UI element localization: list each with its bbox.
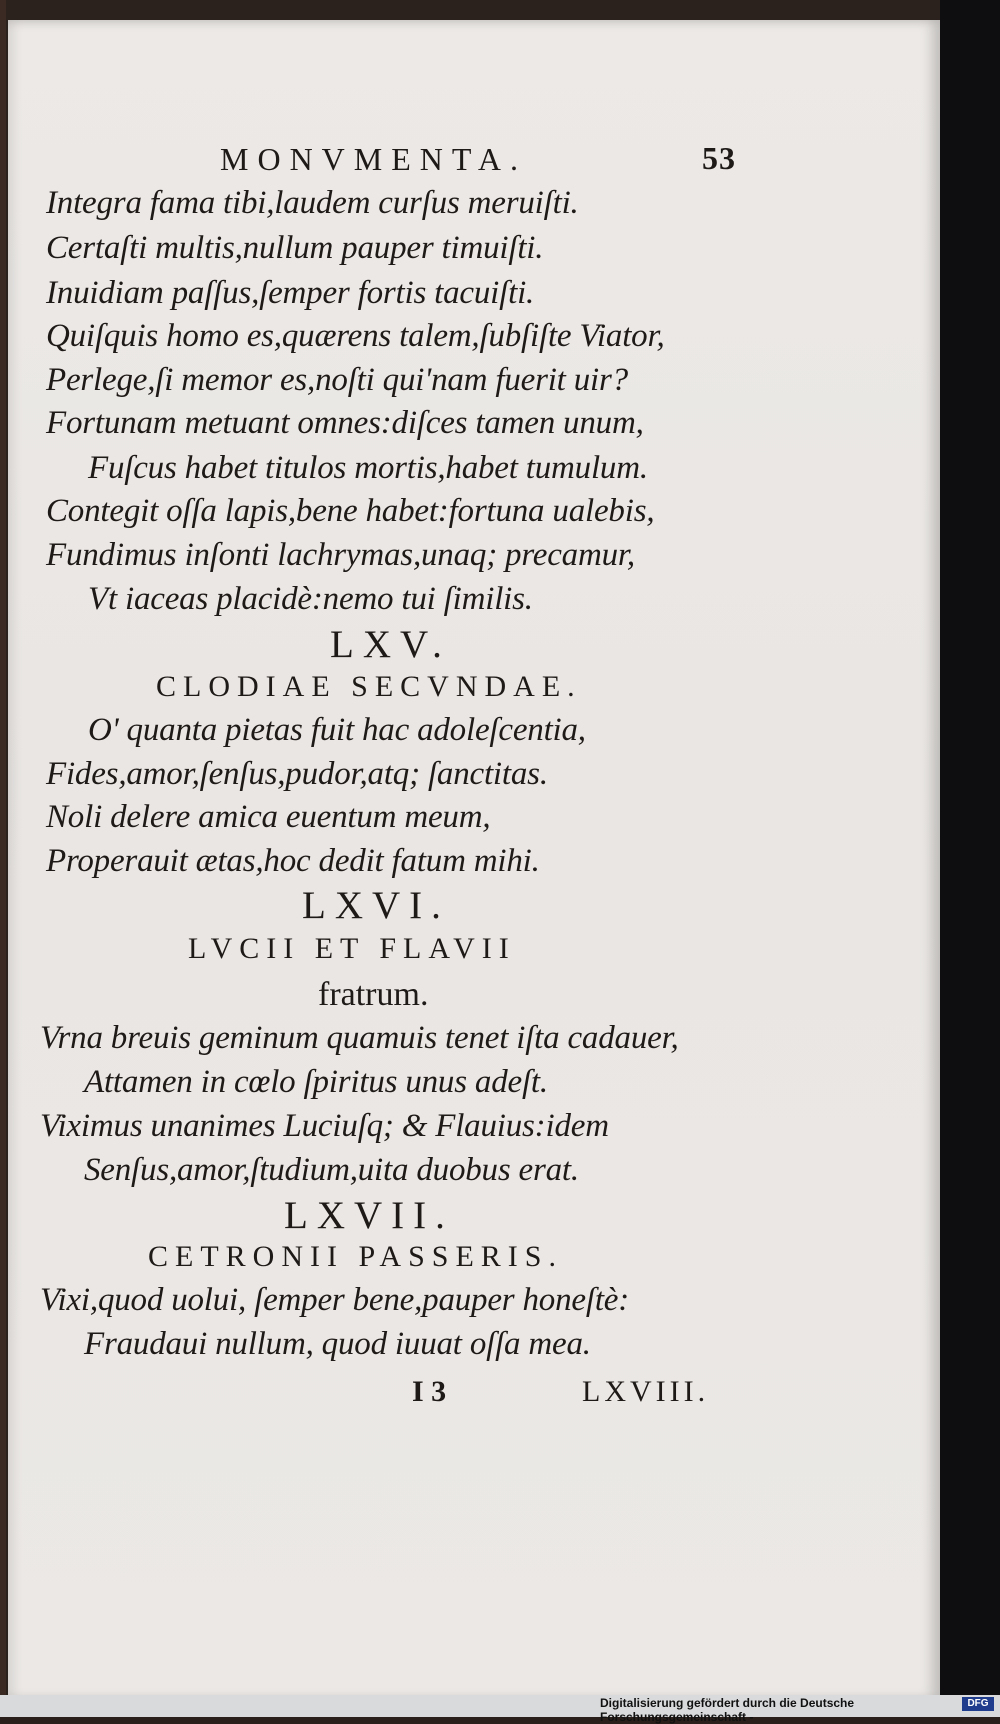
poem-line: Contegit oſſa lapis,bene habet:fortuna ualebis, (46, 493, 655, 529)
catchword: LXVIII. (582, 1375, 710, 1408)
poem-line: Fundimus inſonti lachrymas,unaq; precamur, (46, 537, 635, 573)
poem-line: O' quanta pietas fuit hac adoleſcentia, (88, 712, 586, 748)
section-subtitle: fratrum. (318, 976, 429, 1013)
page-number: 53 (702, 140, 736, 176)
poem-line: Fortunam metuant omnes:diſces tamen unum, (46, 405, 644, 441)
signature-mark: I 3 (412, 1375, 447, 1408)
poem-line: Vt iaceas placidè:nemo tui ſimilis. (88, 581, 533, 617)
section-number: LXVI. (302, 884, 450, 927)
poem-line: Quiſquis homo es,quærens talem,ſubſiſte Viator, (46, 318, 665, 354)
dfg-logo: DFG (962, 1697, 994, 1711)
poem-line: Attamen in cœlo ſpiritus unus adeſt. (84, 1064, 548, 1100)
poem-line: Vrna breuis geminum quamuis tenet iſta cadauer, (40, 1020, 679, 1056)
section-number: LXVII. (284, 1194, 454, 1237)
poem-line: Fraudaui nullum, quod iuuat oſſa mea. (84, 1326, 591, 1362)
poem-line: Inuidiam paſſus,ſemper fortis tacuiſti. (46, 275, 535, 311)
poem-line: Senſus,amor,ſtudium,uita duobus erat. (84, 1152, 579, 1188)
running-head: MONVMENTA. (220, 141, 527, 177)
page-edge-shadow (940, 0, 1000, 1717)
poem-line: Fides,amor,ſenſus,pudor,atq; ſanctitas. (46, 756, 548, 792)
poem-line: Perlege,ſi memor es,noſti qui'nam fuerit uir? (46, 362, 628, 398)
section-title: LVCII ET FLAVII (188, 932, 516, 965)
section-title: CETRONII PASSERIS. (148, 1240, 563, 1273)
poem-line: Viximus unanimes Luciuſq; & Flauius:idem (40, 1108, 609, 1144)
poem-line: Integra fama tibi,laudem curſus meruiſti. (46, 185, 579, 221)
section-number: LXV. (330, 623, 451, 666)
digitization-credit: Digitalisierung gefördert durch die Deutsche Forschungsgemeinschaft - (600, 1696, 855, 1724)
section-title: CLODIAE SECVNDAE. (156, 670, 582, 703)
poem-line: Properauit ætas,hoc dedit fatum mihi. (46, 843, 540, 879)
poem-line: Noli delere amica euentum meum, (46, 799, 491, 835)
poem-line: Certaſti multis,nullum pauper timuiſti. (46, 230, 544, 266)
poem-line: Fuſcus habet titulos mortis,habet tumulum. (88, 450, 648, 486)
poem-line: Vixi,quod uolui, ſemper bene,pauper honeſtè: (40, 1282, 630, 1318)
